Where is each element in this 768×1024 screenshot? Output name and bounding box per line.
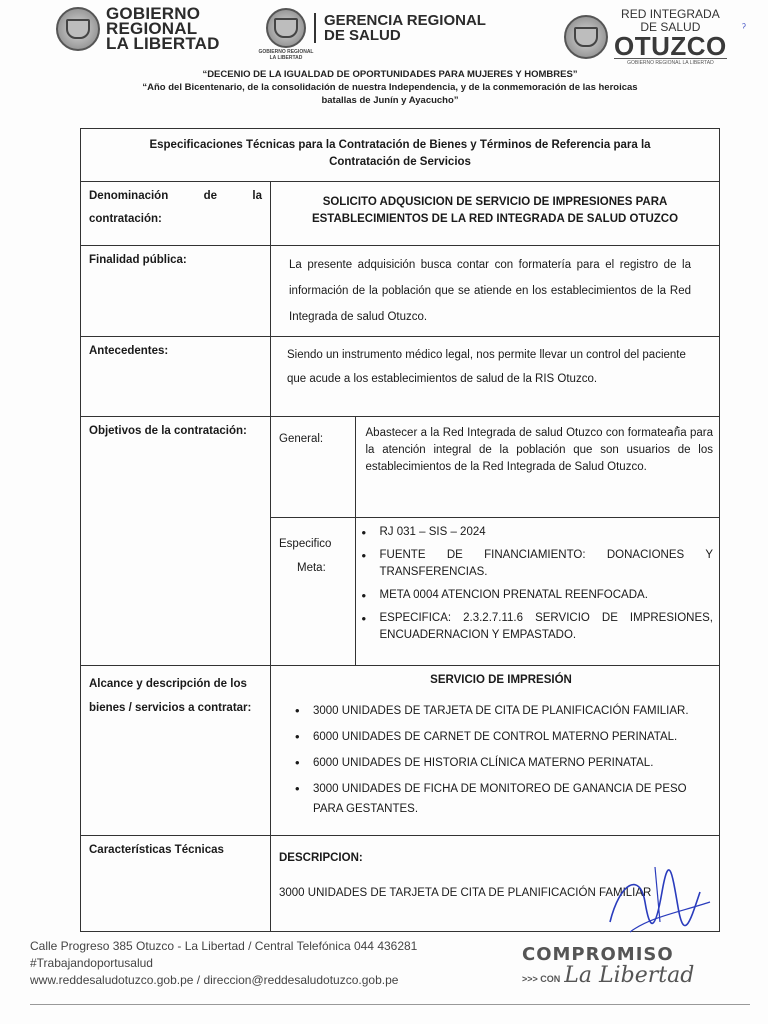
list-item: • ESPECIFICA: 2.3.2.7.11.6 SERVICIO DE IMPRESIONES, ENCUADERNACION Y EMPASTADO. — [358, 610, 714, 644]
table-title: Especificaciones Técnicas para la Contratación de Bienes y Términos de Referencia para la Contratación de Servicios — [81, 129, 720, 182]
compromiso-con: >>> CON — [522, 974, 561, 984]
objetivos-label: Objetivos de la contratación: — [81, 417, 271, 666]
denominacion-value: SOLICITO ADQUSICION DE SERVICIO DE IMPRESIONES PARA ESTABLECIMIENTOS DE LA RED INTEGRADA DE SALUD OTUZCO — [271, 182, 720, 246]
gerencia-regional-logo — [266, 8, 486, 48]
gobierno-seal-icon — [56, 7, 100, 51]
footer-hashtag: #Trabajandoportusalud — [30, 956, 153, 970]
gobierno-regional-logo — [56, 6, 220, 51]
finalidad-label: Finalidad pública: — [81, 246, 271, 337]
descripcion-heading: DESCRIPCION: — [279, 852, 363, 864]
corner-mark: ˀ — [742, 22, 746, 34]
decree-line3: batallas de Junín y Ayacucho” — [321, 95, 459, 106]
signature-icon — [600, 862, 720, 942]
specifications-table — [80, 128, 720, 932]
list-item: • 6000 UNIDADES DE CARNET DE CONTROL MATERNO PERINATAL. — [291, 727, 711, 747]
gob-line2: REGIONAL — [106, 19, 198, 38]
especifico-list-cell — [355, 517, 719, 665]
denominacion-label: Denominación de la contratación: — [81, 182, 271, 246]
compromiso-logo — [522, 944, 694, 988]
red-seal-icon — [564, 15, 608, 59]
list-item: • META 0004 ATENCION PRENATAL REENFOCADA. — [358, 587, 714, 604]
caracteristicas-label: Características Técnicas — [81, 836, 271, 932]
decree-line1: “DECENIO DE LA IGUALDAD DE OPORTUNIDADES PARA MUJERES Y HOMBRES” — [202, 69, 578, 80]
red-line1: RED INTEGRADA — [621, 7, 720, 21]
especifico-list — [358, 524, 714, 644]
antecedentes-value: Siendo un instrumento médico legal, nos permite llevar un control del paciente que acude a los establecimientos de salud de la RIS Otuzco. — [271, 337, 720, 417]
gerencia-seal-icon — [266, 8, 306, 48]
alcance-cell — [271, 666, 720, 836]
compromiso-title: COMPROMISO — [522, 944, 674, 965]
list-item: • 6000 UNIDADES DE HISTORIA CLÍNICA MATERNO PERINATAL. — [291, 753, 711, 773]
gerencia-line2: DE SALUD — [324, 27, 401, 44]
red-line2: DE SALUD — [640, 20, 701, 34]
list-item: • FUENTE DE FINANCIAMIENTO: DONACIONES Y TRANSFERENCIAS. — [358, 547, 714, 581]
list-item: • RJ 031 – SIS – 2024 — [358, 524, 714, 541]
red-caption: GOBIERNO REGIONAL LA LIBERTAD — [614, 58, 727, 66]
gerencia-line1: GERENCIA REGIONAL — [324, 12, 486, 29]
gob-line1: GOBIERNO — [106, 4, 201, 23]
descripcion-value: 3000 UNIDADES DE TARJETA DE CITA DE PLANIFICACIÓN FAMILIAR — [279, 887, 652, 899]
antecedentes-label: Antecedentes: — [81, 337, 271, 417]
compromiso-libertad: La Libertad — [564, 963, 695, 988]
footer-web: www.reddesaludotuzco.gob.pe / direccion@reddesaludotuzco.gob.pe — [30, 973, 399, 987]
red-otuzco-logo — [564, 8, 727, 66]
alcance-list — [291, 701, 711, 819]
alcance-label: Alcance y descripción de los bienes / servicios a contratar: — [81, 666, 271, 836]
objetivos-inner-table — [271, 417, 719, 665]
general-label: General: — [271, 417, 355, 517]
list-item: • 3000 UNIDADES DE FICHA DE MONITOREO DE GANANCIA DE PESO PARA GESTANTES. — [291, 779, 711, 819]
general-value: Abastecer a la Red Integrada de salud Otuzco con formateaٌria para la atención integral de la población que son usuarios de los establecimientos de la Red Integrada de Salud Otuzco. — [355, 417, 719, 517]
red-name: OTUZCO — [614, 31, 727, 61]
especifico-label: Especifico Meta: — [271, 517, 355, 665]
decree — [100, 68, 680, 107]
finalidad-value: La presente adquisición busca contar con formatería para el registro de la información de la población que se atiende en los establecimientos de la Red Integrada de salud Otuzco. — [271, 246, 720, 337]
list-item: • 3000 UNIDADES DE TARJETA DE CITA DE PLANIFICACIÓN FAMILIAR. — [291, 701, 711, 721]
footer-address: Calle Progreso 385 Otuzco - La Libertad / Central Telefónica 044 436281 — [30, 939, 418, 953]
alcance-heading: SERVICIO DE IMPRESIÓN — [430, 674, 572, 686]
bottom-divider — [30, 1004, 750, 1005]
decree-line2: “Año del Bicentenario, de la consolidación de nuestra Independencia, y de la conmemoración de las heroicas — [142, 82, 638, 93]
footer — [30, 938, 417, 989]
gob-line3: LA LIBERTAD — [106, 34, 220, 53]
gerencia-seal-caption: GOBIERNO REGIONAL LA LIBERTAD — [258, 49, 314, 61]
